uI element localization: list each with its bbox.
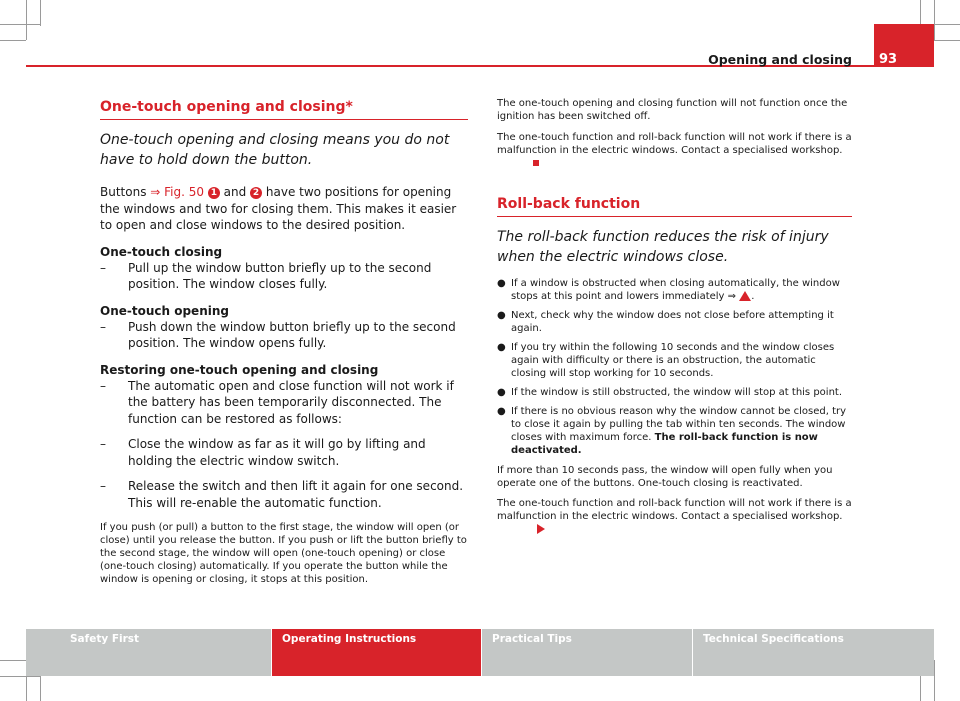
tab-operating-instructions[interactable]: Operating Instructions bbox=[272, 629, 481, 676]
bullet-2: Next, check why the window does not close before attempting it again. bbox=[511, 310, 834, 334]
list-item bbox=[100, 260, 468, 293]
list-item bbox=[497, 277, 852, 303]
crop-mark bbox=[0, 660, 26, 661]
dash-marker: – bbox=[100, 319, 106, 334]
left-column bbox=[100, 99, 468, 586]
end-square-icon bbox=[533, 160, 539, 166]
bullet-1-end: . bbox=[751, 291, 755, 302]
dash-marker: – bbox=[100, 260, 106, 275]
bullet-3: If you try within the following 10 seconds and the window closes again with difficulty or there is an obstruction, the automatic closing will stop working for 10 seconds. bbox=[511, 342, 835, 379]
bullet-5-bold: The roll-back function is now deactivated. bbox=[511, 432, 818, 456]
bullet-marker: ● bbox=[497, 310, 506, 321]
bullet-5-text: If there is no obvious reason why the window cannot be closed, try to close it again by pulling the tab within ten seconds. The window closes with maximum force. bbox=[511, 406, 847, 443]
list-item bbox=[497, 405, 852, 457]
dash-marker: – bbox=[100, 378, 106, 393]
list-item bbox=[497, 309, 852, 335]
buttons-suffix: have two positions for opening the windows and two for closing them. This makes it easier to open and close windows to the desired position. bbox=[100, 185, 457, 232]
section-intro: One-touch opening and closing means you do not have to hold down the button. bbox=[100, 132, 450, 168]
tab-practical-tips[interactable]: Practical Tips bbox=[482, 629, 692, 676]
opening-item: Push down the window button briefly up to the second position. The window opens fully. bbox=[128, 319, 456, 350]
warning-triangle-icon[interactable] bbox=[739, 291, 751, 301]
tab-safety-first[interactable]: Safety First bbox=[26, 629, 271, 676]
crop-mark bbox=[920, 0, 921, 26]
tab-technical-specifications[interactable]: Technical Specifications bbox=[693, 629, 934, 676]
restore-item-2: Close the window as far as it will go by lifting and holding the electric window switch. bbox=[128, 437, 426, 468]
malfunction-text: The one-touch function and roll-back function will not work if there is a malfunction in the electric windows. Contact a specialised workshop. bbox=[497, 132, 852, 156]
opening-label: One-touch opening bbox=[100, 303, 229, 318]
buttons-prefix: Buttons bbox=[100, 185, 151, 199]
malfunction-paragraph bbox=[497, 131, 852, 170]
crop-mark bbox=[920, 676, 921, 701]
crop-mark bbox=[40, 0, 41, 26]
list-item bbox=[100, 436, 468, 469]
figure-link[interactable]: ⇒ Fig. 50 bbox=[150, 185, 205, 199]
restore-item-3: Release the switch and then lift it again for one second. This will re-enable the automatic function. bbox=[128, 479, 464, 510]
list-item bbox=[100, 478, 468, 511]
crop-mark bbox=[934, 40, 960, 41]
ignition-paragraph: The one-touch opening and closing function will not function once the ignition has been switched off. bbox=[497, 98, 848, 122]
crop-mark bbox=[934, 0, 935, 40]
page-number: 93 bbox=[874, 24, 934, 67]
footer-nav bbox=[26, 629, 934, 676]
crop-mark bbox=[934, 660, 935, 701]
stage-note: If you push (or pull) a button to the first stage, the window will open (or close) until you release the button. If you push or lift the button briefly to the second stage, the window will open (one-touch opening) or close (one-touch closing) automatically. If you operate the button while the window is opening or closing, it stops at this position. bbox=[100, 522, 467, 585]
list-item bbox=[497, 386, 852, 399]
callout-1: 1 bbox=[208, 187, 220, 199]
restore-label: Restoring one-touch opening and closing bbox=[100, 362, 379, 377]
dash-marker: – bbox=[100, 437, 106, 451]
closing-label: One-touch closing bbox=[100, 244, 223, 259]
list-item bbox=[100, 378, 468, 428]
continue-arrow-icon bbox=[537, 524, 545, 534]
right-column bbox=[497, 97, 852, 536]
section-title-roll-back: Roll-back function bbox=[497, 196, 852, 217]
closing-item: Pull up the window button briefly up to the second position. The window closes fully. bbox=[128, 260, 432, 291]
malfunction-text-2: The one-touch function and roll-back function will not work if there is a malfunction in the electric windows. Contact a specialised workshop. bbox=[497, 498, 852, 522]
section-title-one-touch: One-touch opening and closing* bbox=[100, 99, 468, 120]
malfunction-paragraph-2 bbox=[497, 497, 852, 536]
bullet-5 bbox=[511, 405, 852, 457]
running-title: Opening and closing bbox=[708, 52, 852, 67]
crop-mark bbox=[0, 40, 26, 41]
buttons-paragraph bbox=[100, 184, 468, 234]
bullet-marker: ● bbox=[497, 406, 506, 417]
callout-2: 2 bbox=[250, 187, 262, 199]
restore-item-1: The automatic open and close function will not work if the battery has been temporarily disconnected. The function can be restored as follows: bbox=[128, 378, 454, 426]
bullet-marker: ● bbox=[497, 278, 506, 289]
roll-back-intro: The roll-back function reduces the risk of injury when the electric windows close. bbox=[497, 229, 829, 265]
crop-mark bbox=[40, 676, 41, 701]
bullet-1-text: If a window is obstructed when closing automatically, the window stops at this point and lowers immediately ⇒ bbox=[511, 278, 840, 302]
bullet-marker: ● bbox=[497, 387, 506, 398]
callout-and: and bbox=[219, 185, 251, 199]
list-item bbox=[497, 341, 852, 380]
dash-marker: – bbox=[100, 479, 106, 493]
crop-mark bbox=[0, 24, 40, 25]
bullet-1 bbox=[511, 277, 852, 303]
bullet-4: If the window is still obstructed, the window will stop at this point. bbox=[511, 387, 843, 398]
list-item bbox=[100, 319, 468, 352]
crop-mark bbox=[26, 0, 27, 40]
bullet-marker: ● bbox=[497, 342, 506, 353]
reactivation-paragraph: If more than 10 seconds pass, the window will open fully when you operate one of the buttons. One-touch closing is reactivated. bbox=[497, 465, 833, 489]
crop-mark bbox=[0, 676, 40, 677]
